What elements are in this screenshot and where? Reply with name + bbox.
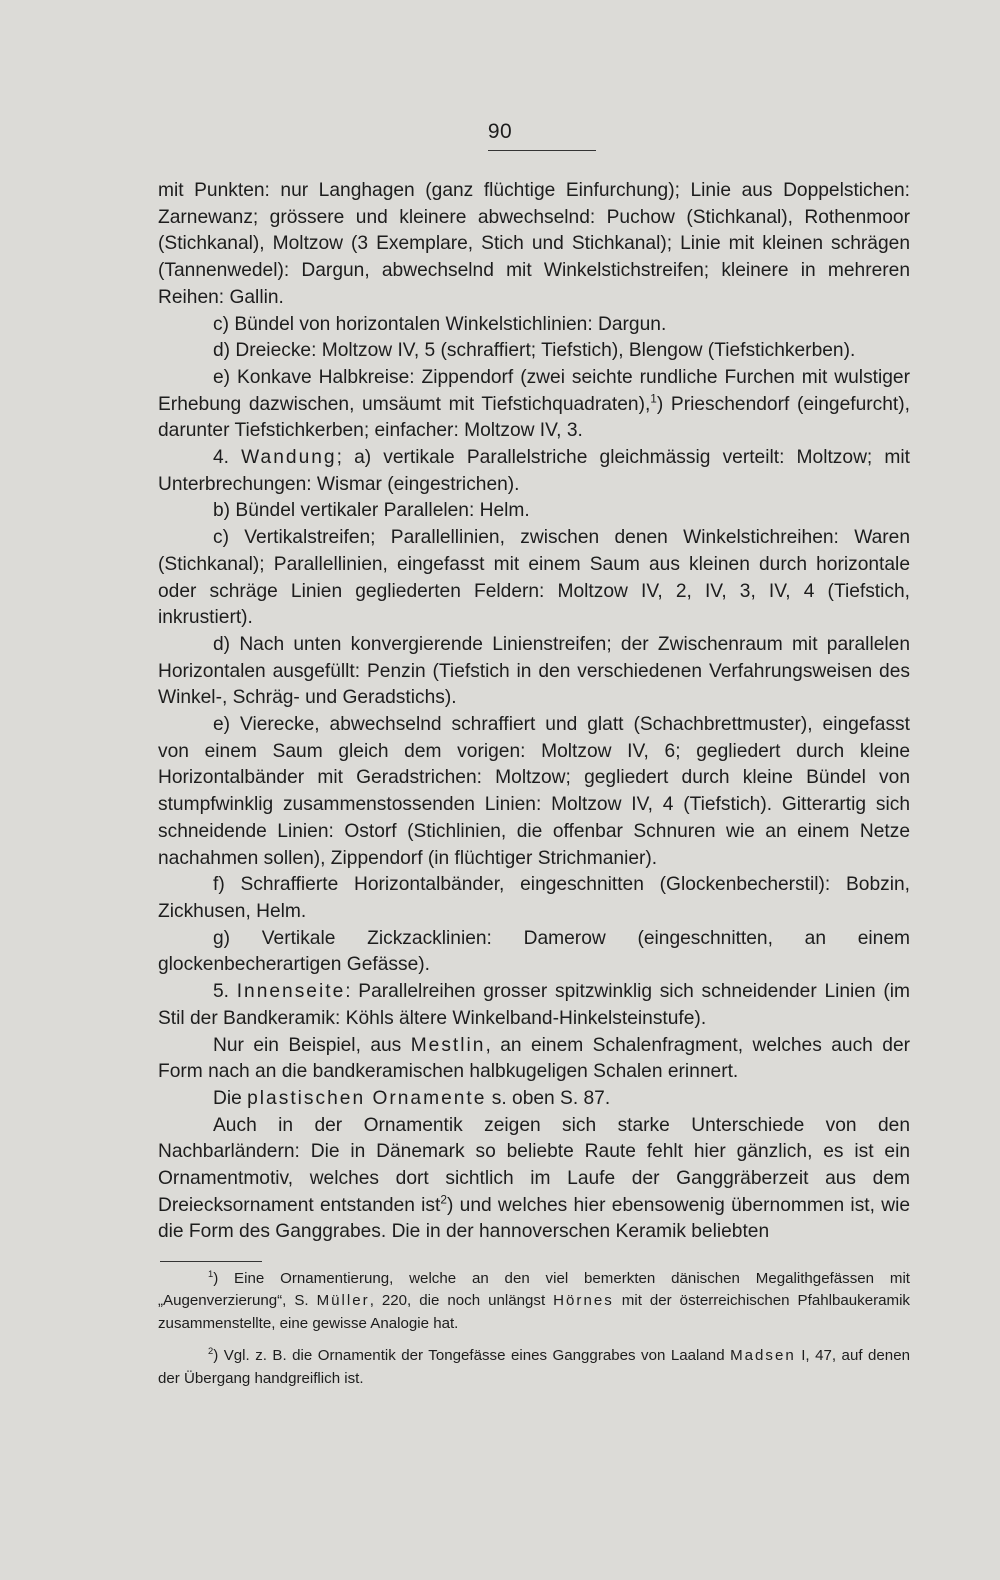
text-run: , 220, die noch unlängst (369, 1292, 554, 1310)
text-run: c) Vertikalstreifen; Parallellinien, zwischen denen Winkelstichreihen: Waren (Stichkanal); Parallellinien, eingefasst mit einem Saum aus kleinen durch horizontale oder schräge Linien gegliederten Feldern: Moltzow IV, 2, IV, 3, IV, 4 (Tiefstich, inkrustiert). (158, 527, 910, 629)
footnote-marker: 1 (208, 1268, 214, 1279)
text-run: : Parallelreihen grosser spitzwinklig sich schneidender Linien (im Stil der Bandkeramik: Köhls ältere Winkelband-Hinkelsteinstufe). (158, 981, 910, 1029)
text-run: Auch in der Ornamentik zeigen sich starke Unterschiede von den Nachbarländern: Die in Dänemark so beliebte Raute fehlt hier gänzlich, es ist ein Ornamentmotiv, welches dort sichtlich im Laufe der Ganggräberzeit aus dem Dreiecksornament entstanden ist (158, 1114, 910, 1216)
text-run: 5. (213, 981, 237, 1003)
spaced-emphasis: plastischen Ornamente (247, 1087, 487, 1109)
spaced-emphasis: Müller (316, 1292, 370, 1310)
paragraph (158, 872, 910, 925)
text-run: mit Punkten: nur Langhagen (ganz flüchtige Einfurchung); Linie aus Doppelstichen: Zarnewanz; grössere und kleinere abwechselnd: Puchow (Stichkanal), Rothenmoor (Stichkanal), Moltzow (3 Exemplare, Stich und Stichkanal); Linie mit kleinen schrägen (Tannenwedel): Dargun, abwechselnd mit Winkelstichstreifen; kleinere in mehreren Reihen: Gallin. (158, 180, 910, 308)
paragraph (158, 979, 910, 1032)
footnote-marker: 1 (650, 391, 657, 406)
spaced-emphasis: Mestlin (410, 1034, 486, 1056)
text-run: f) Schraffierte Horizontalbänder, eingeschnitten (Glockenbecherstil): Bobzin, Zickhusen, Helm. (158, 874, 910, 922)
text-run: 4. (213, 447, 242, 469)
footnote (158, 1268, 910, 1335)
text-run: e) Vierecke, abwechselnd schraffiert und glatt (Schachbrettmuster), eingefasst von einem Saum gleich dem vorigen: Moltzow IV, 6; gegliedert durch kleine Horizontalbänder mit Geradstrichen: Moltzow; gegliedert durch kleine Bündel von stumpfwinklig zusammenstossenden Linien: Moltzow IV, 4 (Tiefstich). Gitterartig sich schneidende Linien: Ostorf (Stichlinien, die offenbar Schnuren wie an einem Netze nachahmen sollen), Zippendorf (in flüchtiger Strichmanier). (158, 714, 910, 869)
text-run: d) Dreiecke: Moltzow IV, 5 (schraffiert; Tiefstich), Blengow (Tiefstichkerben). (213, 340, 856, 362)
paragraph (158, 632, 910, 712)
footnotes (158, 1268, 910, 1390)
text-run: , an einem Schalenfragment, welches auch der Form nach an die bandkeramischen halbkugeligen Schalen erinnert. (158, 1034, 910, 1083)
paragraph (158, 312, 910, 339)
paragraph (158, 498, 910, 525)
paragraph (158, 525, 910, 632)
text-run: ; a) vertikale Parallelstriche gleichmässig verteilt: Moltzow; mit Unterbrechungen: Wismar (eingestrichen). (158, 447, 910, 495)
text-run: e) Konkave Halbkreise: Zippendorf (zwei seichte rundliche Furchen mit wulstiger Erhebung dazwischen, umsäumt mit Tiefstichquadraten), (158, 366, 910, 415)
spaced-emphasis: Innenseite (236, 981, 346, 1003)
text-run: s. oben S. 87. (486, 1087, 611, 1109)
paragraph (158, 1033, 910, 1086)
text-run: ) Vgl. z. B. die Ornamentik der Tongefässe eines Ganggrabes von Laaland (213, 1347, 731, 1365)
text-run: b) Bündel vertikaler Parallelen: Helm. (213, 500, 530, 522)
page-number-rule (488, 150, 596, 151)
text-run: ) Eine Ornamentierung, welche an den viel bemerkten dänischen Megalithgefässen mit „Augenverzierung“, S. (158, 1270, 910, 1310)
paragraph (158, 712, 910, 872)
paragraph (158, 1113, 910, 1247)
main-text (158, 178, 910, 1246)
spaced-emphasis: Hörnes (553, 1292, 614, 1310)
text-run: I, 47, auf denen der Übergang handgreiflich ist. (158, 1347, 910, 1387)
spaced-emphasis: Madsen (730, 1347, 796, 1365)
text-run: ) und welches hier ebensowenig übernommen ist, wie die Form des Ganggrabes. Die in der hannoverschen Keramik beliebten (158, 1194, 911, 1243)
text-run: ) Prieschendorf (eingefurcht), darunter Tiefstichkerben; einfacher: Moltzow IV, 3. (158, 393, 910, 442)
text-run: g) Vertikale Zickzacklinien: Damerow (eingeschnitten, an einem glockenbecherartigen Gefässe). (158, 927, 910, 976)
footnote-separator (160, 1261, 262, 1262)
paragraph (158, 1086, 910, 1113)
footnote-marker: 2 (440, 1192, 447, 1207)
footnote-marker: 2 (208, 1346, 214, 1357)
paragraph (158, 445, 910, 498)
paragraph (158, 338, 910, 365)
page-number: 90 (487, 120, 513, 143)
text-run: Nur ein Beispiel, aus (213, 1034, 411, 1056)
footnote (158, 1345, 910, 1390)
text-run: mit der österreichischen Pfahlbaukeramik zusammenstellte, eine gewisse Analogie hat. (158, 1292, 910, 1332)
text-run: d) Nach unten konvergierende Linienstreifen; der Zwischenraum mit parallelen Horizontalen ausgefüllt: Penzin (Tiefstich in den verschiedenen Verfahrungsweisen des Winkel-, Schräg- und Geradstichs). (158, 633, 910, 709)
text-run: c) Bündel von horizontalen Winkelstichlinien: Dargun. (213, 313, 667, 335)
text-run: Die (213, 1087, 248, 1109)
paragraph (158, 178, 910, 312)
paragraph (158, 365, 910, 445)
spaced-emphasis: Wandung (241, 447, 337, 469)
paragraph (158, 926, 910, 979)
